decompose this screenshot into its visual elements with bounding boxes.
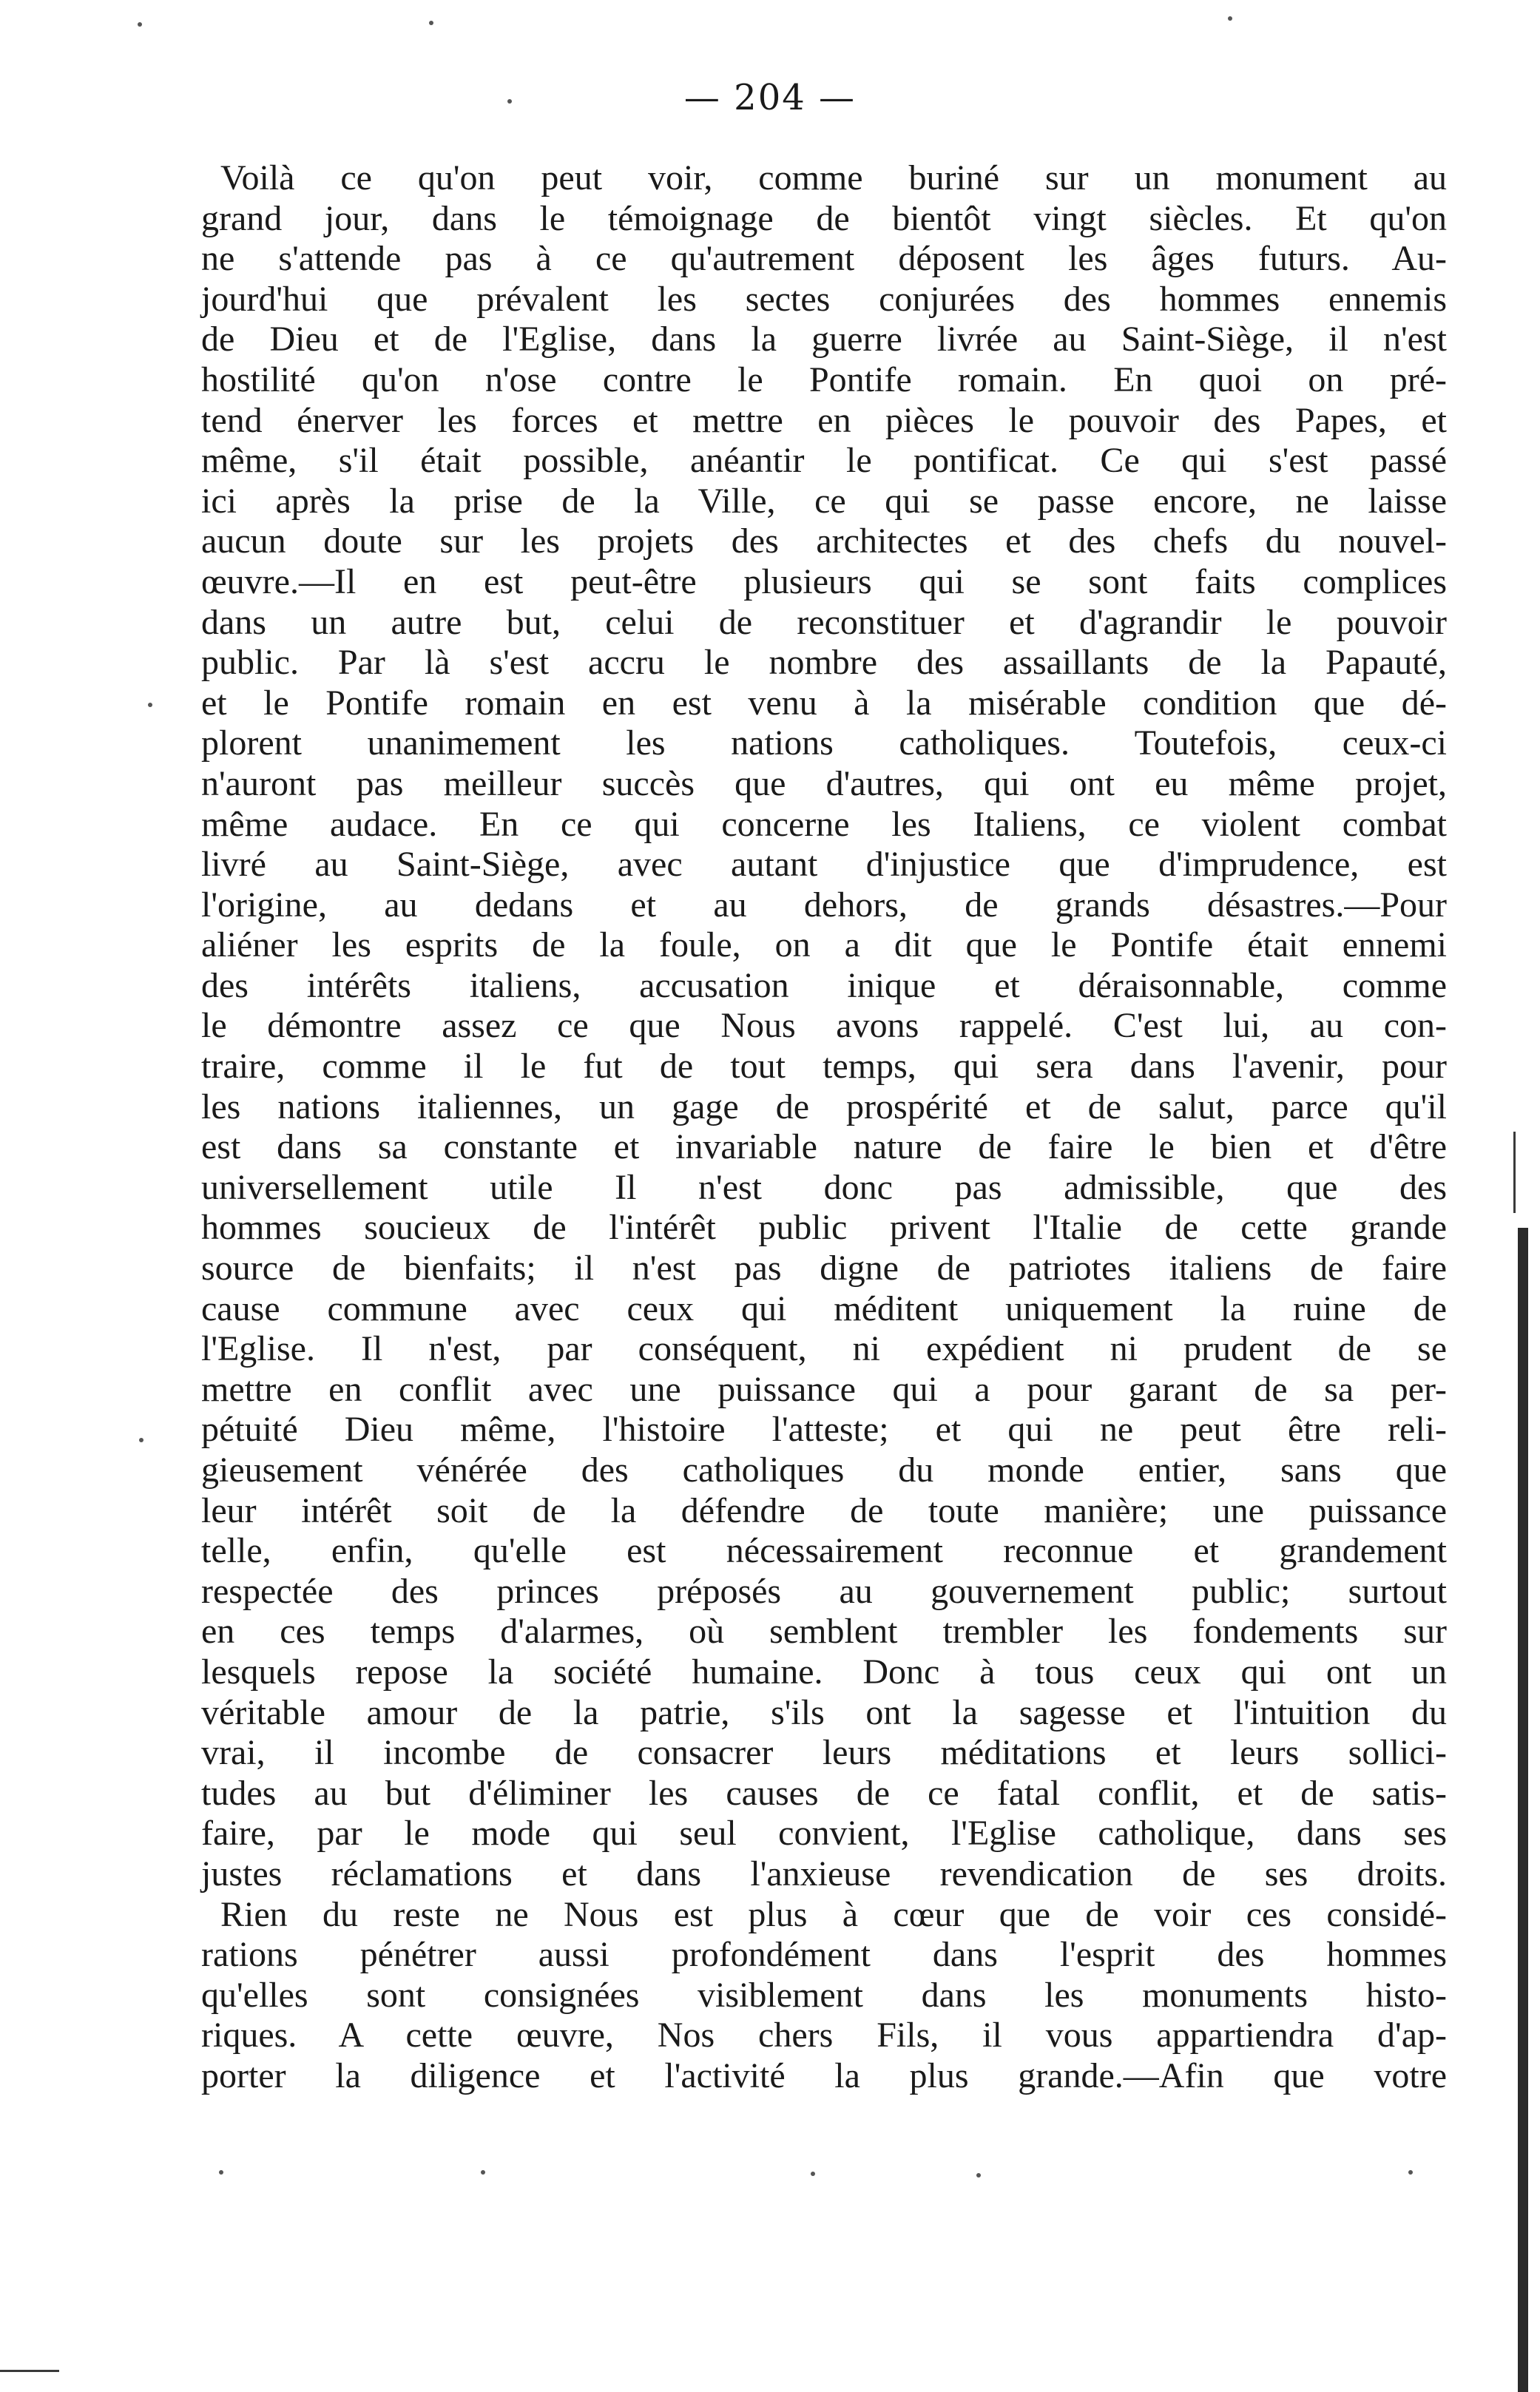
text-line: de Dieu et de l'Eglise, dans la guerre livrée au Saint-Siège, il n'est bbox=[201, 320, 1447, 359]
text-line: grand jour, dans le témoignage de bientôt vingt siècles. Et qu'on bbox=[201, 198, 1447, 238]
text-line: tudes au but d'éliminer les causes de ce fatal conflit, et de satis- bbox=[201, 1773, 1447, 1813]
text-line: l'Eglise. Il n'est, par conséquent, ni expédient ni prudent de se bbox=[201, 1329, 1447, 1369]
text-line: aucun doute sur les projets des architectes et des chefs du nouvel- bbox=[201, 521, 1447, 561]
scan-speck bbox=[138, 22, 142, 27]
scan-speck bbox=[976, 2173, 981, 2178]
text-line: vrai, il incombe de consacrer leurs méditations et leurs sollici- bbox=[201, 1733, 1447, 1773]
text-line: gieusement vénérée des catholiques du monde entier, sans que bbox=[201, 1450, 1447, 1490]
scan-edge-shadow bbox=[1518, 1228, 1528, 2392]
text-line: mettre en conflit avec une puissance qui a pour garant de sa per- bbox=[201, 1369, 1447, 1409]
scan-speck bbox=[219, 2170, 223, 2175]
text-line: livré au Saint-Siège, avec autant d'injustice que d'imprudence, est bbox=[201, 845, 1447, 885]
text-line: est dans sa constante et invariable nature de faire le bien et d'être bbox=[201, 1127, 1447, 1167]
text-line: n'auront pas meilleur succès que d'autres, qui ont eu même projet, bbox=[201, 763, 1447, 803]
text-line: dans un autre but, celui de reconstituer et d'agrandir le pouvoir bbox=[201, 602, 1447, 642]
text-line: même audace. En ce qui concerne les Italiens, ce violent combat bbox=[201, 804, 1447, 844]
text-line: telle, enfin, qu'elle est nécessairement reconnue et grandement bbox=[201, 1531, 1447, 1571]
page-number: — 204 — bbox=[683, 77, 857, 118]
text-line: en ces temps d'alarmes, où semblent trembler les fondements sur bbox=[201, 1612, 1447, 1652]
text-line: tend énerver les forces et mettre en pièces le pouvoir des Papes, et bbox=[201, 400, 1447, 440]
text-line: des intérêts italiens, accusation inique et déraisonnable, comme bbox=[201, 965, 1447, 1005]
scan-bottom-mark bbox=[0, 2370, 59, 2372]
scan-speck bbox=[481, 2170, 485, 2175]
scan-speck bbox=[429, 21, 433, 25]
text-line: rations pénétrer aussi profondément dans l'esprit des hommes bbox=[201, 1935, 1447, 1975]
text-line: l'origine, au dedans et au dehors, de grands désastres.—Pour bbox=[201, 885, 1447, 925]
text-line: qu'elles sont consignées visiblement dans les monuments histo- bbox=[201, 1975, 1447, 2015]
text-line: ne s'attende pas à ce qu'autrement déposent les âges futurs. Au- bbox=[201, 239, 1447, 279]
scan-speck bbox=[139, 1438, 143, 1442]
scan-speck bbox=[1408, 2170, 1413, 2175]
scan-speck bbox=[507, 99, 512, 104]
text-line: porter la diligence et l'activité la plus grande.—Afin que votre bbox=[201, 2055, 1447, 2095]
text-line: traire, comme il le fut de tout temps, qui sera dans l'avenir, pour bbox=[201, 1047, 1447, 1087]
text-line: hommes soucieux de l'intérêt public privent l'Italie de cette grande bbox=[201, 1208, 1447, 1248]
text-line: leur intérêt soit de la défendre de toute manière; une puissance bbox=[201, 1490, 1447, 1530]
text-line: même, s'il était possible, anéantir le pontificat. Ce qui s'est passé bbox=[201, 441, 1447, 481]
text-line: le démontre assez ce que Nous avons rappelé. C'est lui, au con- bbox=[201, 1006, 1447, 1046]
scan-speck bbox=[811, 2172, 815, 2176]
text-line: véritable amour de la patrie, s'ils ont la sagesse et l'intuition du bbox=[201, 1692, 1447, 1732]
body-text bbox=[201, 158, 1447, 2097]
text-line: source de bienfaits; il n'est pas digne de patriotes italiens de faire bbox=[201, 1249, 1447, 1288]
text-line: public. Par là s'est accru le nombre des assaillants de la Papauté, bbox=[201, 643, 1447, 683]
scan-edge-line bbox=[1513, 1132, 1516, 1213]
text-line: et le Pontife romain en est venu à la misérable condition que dé- bbox=[201, 683, 1447, 723]
text-line: universellement utile Il n'est donc pas admissible, que des bbox=[201, 1167, 1447, 1207]
text-line: lesquels repose la société humaine. Donc à tous ceux qui ont un bbox=[201, 1652, 1447, 1692]
text-line: œuvre.—Il en est peut-être plusieurs qui se sont faits complices bbox=[201, 561, 1447, 601]
text-line: Rien du reste ne Nous est plus à cœur que de voir ces considé- bbox=[220, 1894, 1447, 1934]
text-line: plorent unanimement les nations catholiques. Toutefois, ceux-ci bbox=[201, 723, 1447, 763]
text-line: pétuité Dieu même, l'histoire l'atteste; et qui ne peut être reli- bbox=[201, 1410, 1447, 1450]
text-line: jourd'hui que prévalent les sectes conjurées des hommes ennemis bbox=[201, 279, 1447, 319]
text-line: aliéner les esprits de la foule, on a dit que le Pontife était ennemi bbox=[201, 925, 1447, 965]
text-line: cause commune avec ceux qui méditent uniquement la ruine de bbox=[201, 1288, 1447, 1328]
text-line: les nations italiennes, un gage de prospérité et de salut, parce qu'il bbox=[201, 1087, 1447, 1126]
text-line: Voilà ce qu'on peut voir, comme buriné sur un monument au bbox=[220, 158, 1447, 197]
text-line: hostilité qu'on n'ose contre le Pontife romain. En quoi on pré- bbox=[201, 359, 1447, 399]
text-line: ici après la prise de la Ville, ce qui se passe encore, ne laisse bbox=[201, 481, 1447, 521]
text-line: riques. A cette œuvre, Nos chers Fils, il vous appartiendra d'ap- bbox=[201, 2016, 1447, 2055]
text-line: respectée des princes préposés au gouvernement public; surtout bbox=[201, 1571, 1447, 1611]
scan-speck bbox=[148, 703, 152, 707]
text-line: faire, par le mode qui seul convient, l'Eglise catholique, dans ses bbox=[201, 1814, 1447, 1854]
scan-speck bbox=[1228, 16, 1232, 21]
text-line: justes réclamations et dans l'anxieuse revendication de ses droits. bbox=[201, 1854, 1447, 1893]
